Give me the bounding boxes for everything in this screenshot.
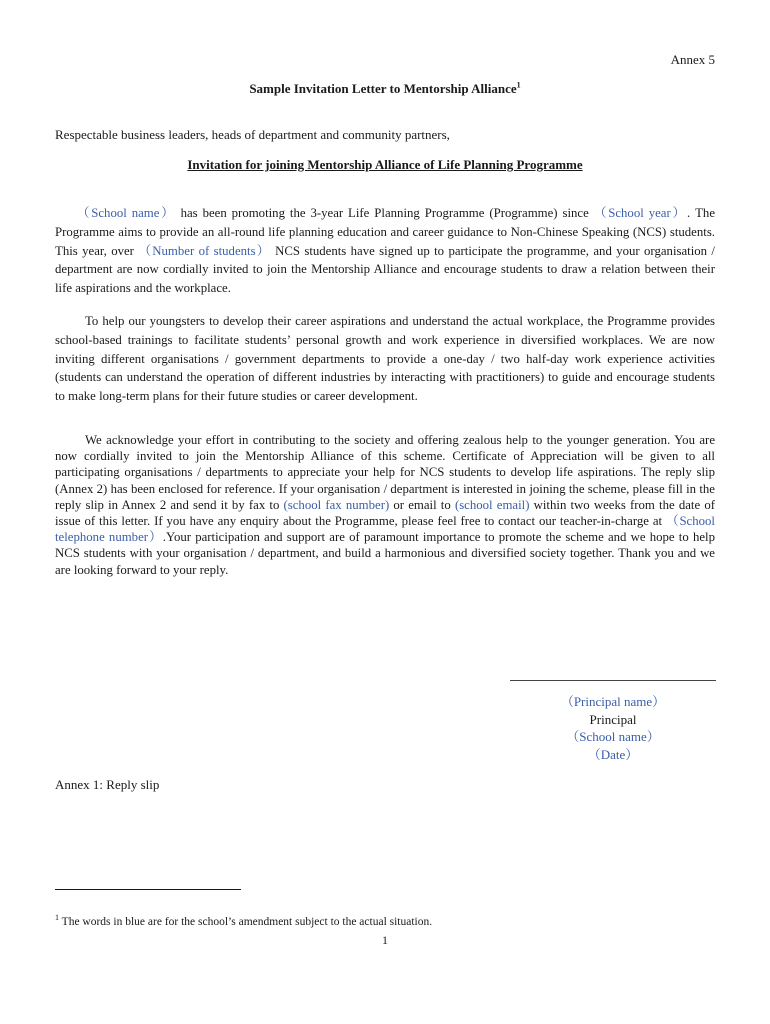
placeholder-school-telephone: （School telephone number） — [55, 514, 715, 545]
letter-subject: Invitation for joining Mentorship Alliance of Life Planning Programme — [187, 157, 583, 172]
footnote-text: The words in blue are for the school’s amendment subject to the actual situation. — [59, 916, 433, 928]
footnote-mark: 1 — [55, 913, 59, 923]
page-number: 1 — [382, 933, 388, 947]
paragraph-3-text-a: We acknowledge your effort in contributing to the society and offering zealous help to the younger generation. You are now cordially invited to join the Mentorship Alliance of this scheme. Certificate of Appreciation will be given to all participating organisations / departments to appreciate your help for NCS students to develop life aspirations. The reply slip (Annex 2) has been enclosed for reference. If your organisation / department is interested in joining the scheme, please fill in the reply slip in Annex 2 and send it by fax to — [55, 433, 715, 512]
placeholder-date: （Date） — [587, 746, 639, 762]
placeholder-school-year: （School year） — [593, 206, 687, 220]
paragraph-3 — [55, 432, 715, 578]
paragraph-3-text-c: within two weeks from the date of issue of this letter. If you have any enquiry about the Programme, please feel free to contact our teacher-in-charge at — [55, 497, 715, 529]
footnote-divider — [55, 889, 241, 890]
paragraph-1-text-a: has been promoting the 3-year Life Planning Programme (Programme) since — [175, 206, 594, 220]
letter-title — [0, 81, 770, 97]
annex-1-label: Annex 1: Reply slip — [55, 777, 160, 792]
paragraph-2-text: To help our youngsters to develop their career aspirations and understand the actual workplace, the Programme provides school-based trainings to facilitate students’ personal growth and work experience in diversified workplaces. We are now inviting different organisations / government departments to provide a one-day / two half-day work experience activities (students can understand the operation of different industries by interacting with practitioners) to guide and encourage students to make long-term plans for their future studies or career development. — [55, 314, 715, 404]
paragraph-2 — [55, 312, 715, 406]
paragraph-1-text-b: . The Programme aims to provide an all-round life planning education and career guidance to Non-Chinese Speaking (NCS) students. This year, over — [55, 206, 716, 258]
signature-role: Principal — [589, 711, 637, 727]
placeholder-signature-school-name: （School name） — [566, 729, 660, 744]
letter-title-text: Sample Invitation Letter to Mentorship Alliance — [249, 81, 517, 96]
signature-line — [510, 680, 716, 689]
salutation: Respectable business leaders, heads of department and community partners, — [55, 127, 450, 142]
paragraph-1 — [55, 204, 715, 298]
paragraph-1-text-c: NCS students have signed up to participate the programme, and your organisation / department are now cordially invited to join the Mentorship Alliance and encourage students to draw a relation between their life aspirations and the workplace. — [55, 243, 715, 296]
placeholder-school-fax: (school fax number) — [283, 497, 390, 512]
placeholder-school-email: (school email) — [454, 497, 530, 512]
placeholder-school-name: （School name） — [75, 206, 176, 220]
placeholder-number-of-students: （Number of students） — [138, 243, 271, 258]
title-footnote-mark: 1 — [516, 80, 521, 90]
footnote — [55, 913, 433, 928]
paragraph-3-text-b: or email to — [389, 497, 455, 512]
annex-number: Annex 5 — [670, 52, 715, 67]
placeholder-principal-name: （Principal name） — [560, 694, 666, 709]
signature-block — [510, 680, 716, 763]
paragraph-3-text-d: .Your participation and support are of paramount importance to promote the scheme and we hope to help NCS students with your organisation / department, and build a harmonious and diversified society together. Thank you and we are looking forward to your reply. — [55, 530, 715, 577]
